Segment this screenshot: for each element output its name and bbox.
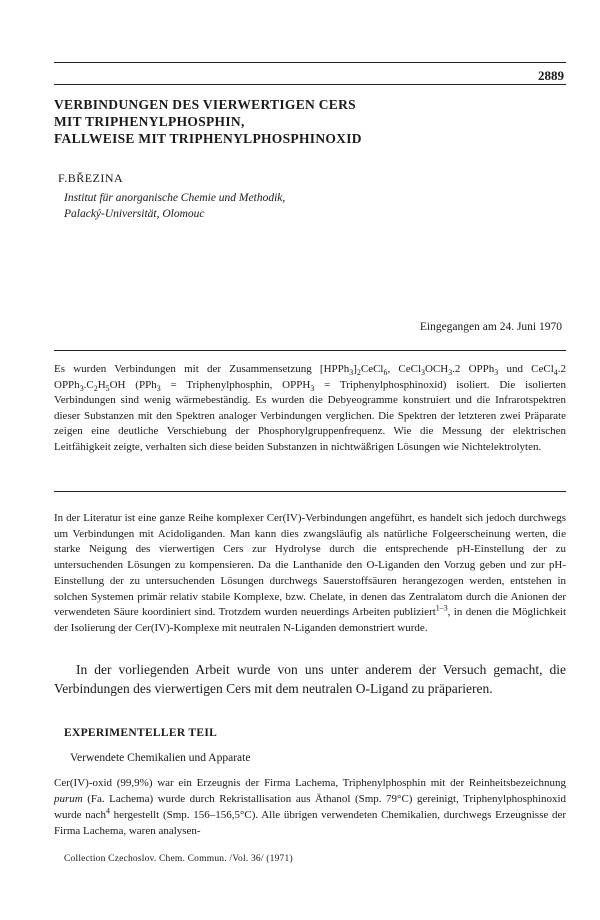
citation-ref: 1–3 xyxy=(435,603,448,613)
author-affiliation xyxy=(64,190,285,222)
section-heading: EXPERIMENTELLER TEIL xyxy=(64,727,218,739)
abstract: Es wurden Verbindungen mit der Zusammensetzung $[HPPh_3]_2CeCl_6$, $CeCl_3OCH_3.2$ OPPh$_3$ und CeCl$_4$.2 $OPPh_3.C_2H_5OH$ (PPh$_3$ = Triphenylphosphin, $OPPH_3$ = Triphenylphosphinoxid) isoliert. Die isolierten Verbindungen sind wenig wärmebeständig. Es wurden die Debyeogramme konstruiert und die Infrarotspektren dieser Substanzen mit den Spektren analoger Verbindungen verglichen. Die Spektren der letzteren zwei Präparate zeigen eine deutliche Verschiebung der Phosphorylgruppenfrequenz. Wie die Messung der elektrischen Leitfähigkeit zeigte, verhalten sich diese beiden Substanzen in nichtwäßrigen Lösungen wie Nichtelektrolyten. xyxy=(54,363,566,453)
header-rule xyxy=(54,84,566,85)
experimental-paragraph: Cer(IV)-oxid (99,9%) war ein Erzeugnis der Firma Lachema, Triphenylphosphin mit der Reinheitsbezeichnung purum (Fa. Lachema) wurde durch Rekristallisation aus Äthanol (Smp. 79°C) gereinigt, Triphenylphosphinoxid wurde nach$^4$ hergestellt (Smp. 156–156,5°C). Alle übrigen verwendeten Chemikalien, durchwegs Erzeugnisse der Firma Lachema, waren analysen- xyxy=(54,777,566,837)
subsection-heading: Verwendete Chemikalien und Apparate xyxy=(70,752,251,764)
top-rule xyxy=(54,62,566,63)
title-line: MIT TRIPHENYLPHOSPHIN, xyxy=(54,114,245,129)
affiliation-line: Palacký-Universität, Olomouc xyxy=(64,208,205,220)
abstract-top-rule xyxy=(54,350,566,351)
author-name: F.BŘEZINA xyxy=(58,171,124,185)
article-title xyxy=(54,96,554,147)
introduction-paragraph: In der Literatur ist eine ganze Reihe komplexer Cer(IV)-Verbindungen angeführt, es handelt sich jedoch durchwegs um Verbindungen mit Acidoliganden. Man kann dies zwangsläufig als natürliche Folgeerscheinung werten, die starke Neigung des vierwertigen Cers zur Hydrolyse durch die entsprechende pH-Einstellung der zu untersuchenden Lösungen zu kompensieren. Da die Lanthanide den O-Liganden den Vorzug geben und zur pH-Einstellung der zu untersuchenden Lösungen durchwegs Sauerstoffsäuren herangezogen werden, entstehen in solchen Systemen primär relativ stabile Komplexe, bzw. Chelate, in denen das Zentralatom durch die Anionen der verwendeten Säure koordiniert sind. Trotzdem wurden neuerdings Arbeiten publiziert$^{1-3}$, in denen die Möglichkeit der Isolierung der Cer(IV)-Komplexe mit neutralen N-Liganden demonstriert wurde. xyxy=(54,512,566,634)
page-number: 2889 xyxy=(538,68,564,83)
aim-paragraph: In der vorliegenden Arbeit wurde von uns unter anderem der Versuch gemacht, die Verbindungen des vierwertigen Cers mit dem neutralen O-Ligand zu präparieren. xyxy=(54,662,566,696)
citation-ref: 4 xyxy=(105,806,110,816)
abstract-bottom-rule xyxy=(54,491,566,492)
affiliation-line: Institut für anorganische Chemie und Methodik, xyxy=(64,192,286,204)
received-date: Eingegangen am 24. Juni 1970 xyxy=(419,321,562,333)
journal-footer: Collection Czechoslov. Chem. Commun. /Vol. 36/ (1971) xyxy=(64,854,293,864)
title-line: FALLWEISE MIT TRIPHENYLPHOSPHINOXID xyxy=(54,131,362,146)
title-line: VERBINDUNGEN DES VIERWERTIGEN CERS xyxy=(54,97,356,112)
